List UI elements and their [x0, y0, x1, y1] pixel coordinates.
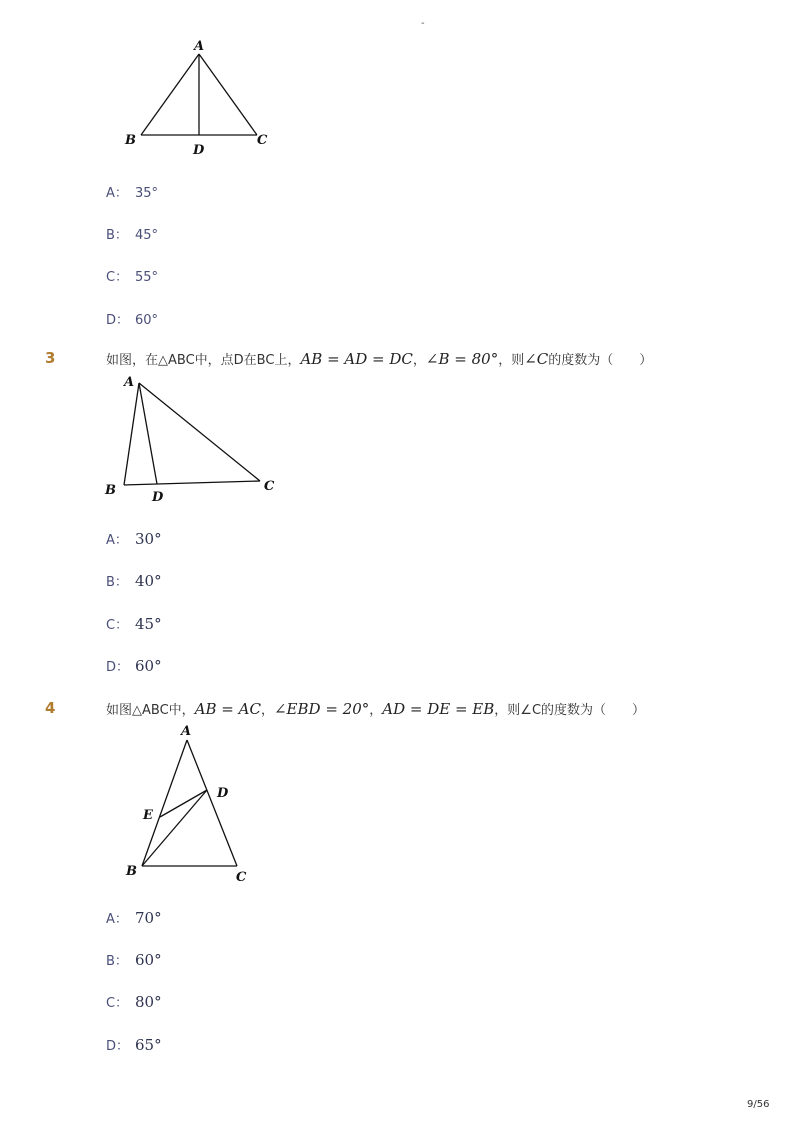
option-value: 45° — [135, 228, 159, 243]
q3-option-c[interactable] — [106, 614, 162, 633]
point-label-d: D — [217, 786, 229, 801]
option-key: B： — [106, 954, 128, 969]
q2-option-c[interactable] — [106, 266, 158, 285]
question-number-3: 3 — [45, 349, 56, 367]
option-key: B： — [106, 228, 128, 243]
q4-option-b[interactable] — [106, 950, 162, 969]
option-key: C： — [106, 996, 129, 1011]
edge-ac — [139, 383, 260, 481]
edge-bc — [124, 481, 260, 485]
text-part: △ABC中，点D在BC上， — [158, 353, 301, 368]
q3-option-b[interactable] — [106, 571, 162, 590]
point-label-c: C — [264, 479, 275, 494]
math-expression: AB = AC — [194, 700, 261, 718]
option-value: 55° — [135, 270, 159, 285]
math-expression: AD = DE = EB — [382, 700, 495, 718]
math-expression: ∠C — [524, 350, 549, 368]
text-part: 如图，在 — [106, 353, 159, 368]
math-expression: AB = AD = DC — [300, 350, 413, 368]
option-key: C： — [106, 618, 129, 633]
segment-ad — [139, 383, 157, 484]
text-part: 如图 — [106, 703, 133, 718]
option-key: A： — [106, 186, 128, 201]
option-value: 80° — [135, 993, 162, 1011]
option-value: 40° — [135, 572, 162, 590]
option-value: 70° — [135, 909, 162, 927]
option-key: D： — [106, 313, 130, 328]
edge-ab — [141, 54, 199, 135]
triangle-figure-q3 — [100, 370, 290, 510]
point-label-b: B — [105, 483, 116, 498]
option-key: B： — [106, 575, 128, 590]
text-part: ，则 — [498, 353, 525, 368]
question-text-3 — [106, 349, 652, 368]
point-label-d: D — [152, 490, 164, 505]
point-label-a: A — [194, 39, 205, 54]
option-value: 45° — [135, 615, 162, 633]
math-expression: ∠B = 80° — [425, 350, 499, 368]
point-label-b: B — [125, 133, 136, 148]
edge-ac — [187, 740, 237, 866]
point-label-e: E — [143, 808, 153, 823]
q2-option-d[interactable] — [106, 309, 158, 328]
text-part: ， — [412, 353, 426, 368]
option-key: D： — [106, 660, 130, 675]
triangle-figure-q4 — [120, 720, 270, 890]
q2-option-b[interactable] — [106, 224, 158, 243]
option-value: 30° — [135, 530, 162, 548]
text-part: ，则∠C的度数为（ ） — [494, 703, 646, 718]
math-expression: ∠EBD = 20° — [273, 700, 370, 718]
triangle-figure-q2 — [120, 36, 280, 161]
q4-option-c[interactable] — [106, 992, 162, 1011]
q2-option-a[interactable] — [106, 182, 158, 201]
edge-ab — [124, 383, 139, 485]
text-part: ， — [369, 703, 383, 718]
page-number: 9/56 — [747, 1099, 770, 1110]
point-label-b: B — [126, 864, 137, 879]
point-label-d: D — [193, 143, 205, 158]
text-part: ， — [260, 703, 274, 718]
option-value: 35° — [135, 186, 159, 201]
option-value: 60° — [135, 951, 162, 969]
option-value: 60° — [135, 313, 159, 328]
header-mark: - — [421, 18, 425, 29]
option-value: 65° — [135, 1036, 162, 1054]
point-label-c: C — [257, 133, 268, 148]
q4-option-d[interactable] — [106, 1035, 162, 1054]
segment-bd — [142, 790, 207, 866]
option-value: 60° — [135, 657, 162, 675]
q3-option-d[interactable] — [106, 656, 162, 675]
edge-ab — [142, 740, 187, 866]
question-number-4: 4 — [45, 699, 56, 717]
option-key: D： — [106, 1039, 130, 1054]
point-label-c: C — [236, 870, 247, 885]
option-key: C： — [106, 270, 129, 285]
q3-option-a[interactable] — [106, 529, 162, 548]
point-label-a: A — [124, 375, 135, 390]
text-part: △ABC中， — [132, 703, 195, 718]
option-key: A： — [106, 533, 128, 548]
text-part: 的度数为（ ） — [548, 353, 653, 368]
point-label-a: A — [181, 724, 192, 739]
option-key: A： — [106, 912, 128, 927]
edge-ac — [199, 54, 257, 135]
question-text-4 — [106, 699, 645, 718]
q4-option-a[interactable] — [106, 908, 162, 927]
